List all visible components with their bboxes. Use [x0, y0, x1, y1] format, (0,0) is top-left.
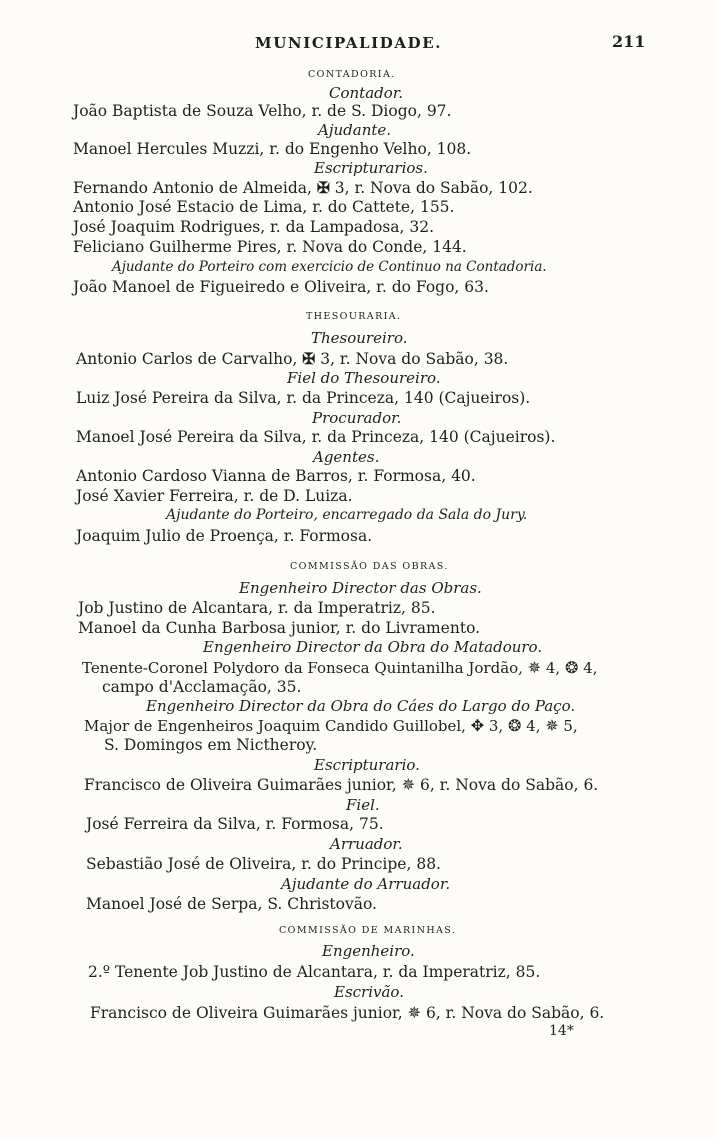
entry-text: Tenente-Coronel Polydoro da Fonseca Quintanilha Jordão,	[82, 659, 528, 677]
section-heading-thesouraria: THESOURARIA.	[306, 311, 402, 322]
role-heading-escripturario: Escripturario.	[314, 756, 420, 774]
entry-text: Fernando Antonio de Almeida,	[73, 179, 317, 197]
entry-line: José Ferreira da Silva, r. Formosa, 75.	[86, 815, 384, 833]
entry-line: Manoel da Cunha Barbosa junior, r. do Livramento.	[78, 619, 481, 637]
order-star-icon: ✵	[527, 658, 542, 677]
page-number: 211	[612, 32, 646, 51]
order-medal-icon: ❂	[564, 658, 579, 677]
entry-text: Antonio Carlos de Carvalho,	[76, 350, 303, 368]
role-heading-escripturarios: Escripturarios.	[314, 159, 428, 177]
order-cross-icon: ✠	[316, 178, 330, 197]
entry-line: Job Justino de Alcantara, r. da Imperatriz, 85.	[78, 599, 436, 617]
entry-text: 4,	[541, 659, 565, 677]
role-heading-fiel: Fiel do Thesoureiro.	[287, 369, 441, 387]
role-heading-ajudante-arruador: Ajudante do Arruador.	[281, 875, 451, 893]
entry-line: Sebastião José de Oliveira, r. do Principe, 88.	[86, 855, 441, 873]
entry-line	[84, 775, 598, 794]
entry-text: Francisco de Oliveira Guimarães junior,	[84, 776, 402, 794]
entry-line: S. Domingos em Nictheroy.	[104, 736, 318, 754]
role-heading-matadouro: Engenheiro Director da Obra do Matadouro.	[203, 638, 543, 656]
order-star-icon: ✵	[401, 775, 416, 794]
entry-text: Major de Engenheiros Joaquim Candido Guillobel,	[84, 717, 471, 735]
role-heading-fiel-obras: Fiel.	[346, 796, 380, 814]
entry-line: Manoel José Pereira da Silva, r. da Princeza, 140 (Cajueiros).	[76, 428, 556, 446]
section-heading-marinhas: COMMISSÃO DE MARINHAS.	[279, 925, 457, 936]
entry-text: 4,	[521, 717, 546, 735]
order-medal-icon: ❂	[507, 716, 522, 735]
role-heading-caes: Engenheiro Director da Obra do Cáes do Largo do Paço.	[146, 697, 576, 715]
entry-text: 5,	[558, 717, 578, 735]
entry-line: João Manoel de Figueiredo e Oliveira, r. do Fogo, 63.	[73, 278, 489, 296]
page-header	[0, 32, 715, 54]
entry-line	[73, 178, 533, 197]
section-heading-obras: COMMISSÃO DAS OBRAS.	[290, 561, 449, 572]
entry-line: campo d'Acclamação, 35.	[102, 678, 302, 696]
entry-line: Feliciano Guilherme Pires, r. Nova do Conde, 144.	[73, 238, 467, 256]
entry-text: 6, r. Nova do Sabão, 6.	[421, 1004, 605, 1022]
role-heading-ajudante-porteiro-jury: Ajudante do Porteiro, encarregado da Sala do Jury.	[166, 507, 528, 523]
role-heading-engenheiro-director: Engenheiro Director das Obras.	[239, 579, 482, 597]
signature-mark: 14*	[549, 1023, 574, 1039]
entry-line: Manoel José de Serpa, S. Christovão.	[86, 895, 377, 913]
entry-line: Antonio Cardoso Vianna de Barros, r. Formosa, 40.	[76, 467, 476, 485]
entry-line: João Baptista de Souza Velho, r. de S. Diogo, 97.	[73, 102, 452, 120]
role-heading-agentes: Agentes.	[313, 448, 380, 466]
role-heading-ajudante-porteiro: Ajudante do Porteiro com exercicio de Continuo na Contadoria.	[112, 259, 547, 275]
role-heading-arruador: Arruador.	[330, 835, 403, 853]
role-heading-engenheiro: Engenheiro.	[322, 942, 415, 960]
entry-line: Joaquim Julio de Proença, r. Formosa.	[76, 527, 373, 545]
entry-line	[76, 349, 508, 368]
entry-line: Luiz José Pereira da Silva, r. da Princeza, 140 (Cajueiros).	[76, 389, 531, 407]
order-star-icon: ✵	[407, 1003, 422, 1022]
entry-line	[90, 1003, 604, 1022]
role-heading-thesoureiro: Thesoureiro.	[311, 329, 408, 347]
entry-text: 6, r. Nova do Sabão, 6.	[415, 776, 599, 794]
entry-text: 3, r. Nova do Sabão, 102.	[329, 179, 533, 197]
entry-text: 3, r. Nova do Sabão, 38.	[315, 350, 509, 368]
entry-line: Manoel Hercules Muzzi, r. do Engenho Velho, 108.	[73, 140, 472, 158]
order-star-icon: ✵	[545, 716, 559, 735]
section-heading-contadoria: CONTADORIA.	[308, 69, 396, 80]
entry-line: José Xavier Ferreira, r. de D. Luiza.	[76, 487, 353, 505]
role-heading-contador: Contador.	[329, 84, 404, 102]
entry-line	[84, 716, 578, 735]
entry-text: Francisco de Oliveira Guimarães junior,	[90, 1004, 408, 1022]
order-cross-icon: ✥	[470, 716, 485, 735]
page-title: MUNICIPALIDADE.	[255, 34, 443, 52]
role-heading-escrivao: Escrivão.	[334, 983, 404, 1001]
entry-line	[82, 658, 597, 677]
entry-line: 2.º Tenente Job Justino de Alcantara, r. da Imperatriz, 85.	[88, 963, 541, 981]
entry-text: 3,	[484, 717, 508, 735]
role-heading-ajudante: Ajudante.	[318, 121, 392, 139]
entry-line: Antonio José Estacio de Lima, r. do Cattete, 155.	[73, 198, 455, 216]
role-heading-procurador: Procurador.	[312, 409, 402, 427]
order-cross-icon: ✠	[302, 349, 316, 368]
entry-text: 4,	[578, 659, 598, 677]
entry-line: José Joaquim Rodrigues, r. da Lampadosa, 32.	[73, 218, 435, 236]
